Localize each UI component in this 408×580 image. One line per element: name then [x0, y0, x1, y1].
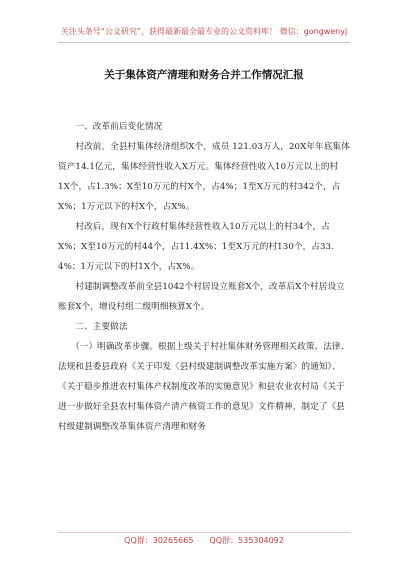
- footer-divider: [58, 532, 350, 533]
- paragraph: （一）明确改革步骤。根据上级关于村社集体财务管理相关政策、法律、法规和县委县政府《关于印发〈县村级建制调整改革实施方案〉的通知》、《关于稳步推进农村集体产权制度改革的实施意见》和县农业农村局《关于进一步做好全县农村集体资产清产核资工作的意见》文件精神，制定了《县村级建制调整改革集体资产清理和财务: [58, 342, 350, 432]
- paragraph: 村改前，全县村集体经济组织X个，成员 121.03万人，20X年年底集体资产14.1亿元，集体经营性收入X万元。集体经营性收入10万元以上的村1X个，占1.3%；X至10万元的村X个，占4%；1至X万元的村342个，占X%；1万元以下的村X个，占X%。: [58, 142, 350, 212]
- paragraph: 村建制调整改革前全县1042个村居设立账套X个，改革后X个村居设立账套X个，增设村组二级明细核算X个。: [58, 282, 345, 312]
- document-body: [58, 117, 350, 437]
- footer-qq-groups: QQ群：30265665 QQ群：535304092: [124, 536, 284, 545]
- header-promo-note: 关注头条号“公文研究”，获得最新最全最专业的公文资料库！ 微信：gongwenyj: [60, 27, 348, 36]
- header-divider: [58, 42, 350, 43]
- section-heading: 二、主要做法: [58, 322, 128, 332]
- paragraph: 村改后，现有X个行政村集体经营性收入10万元以上的村34个，占X%；X至10万元的村44个，占11.4X%；1至X万元的村130个，占33. 4%；1万元以下的村1X个，占X%。: [58, 222, 334, 272]
- document-title: 关于集体资产清理和财务合并工作情况汇报: [104, 69, 304, 81]
- section-heading: 一、改革前后变化情况: [58, 122, 163, 132]
